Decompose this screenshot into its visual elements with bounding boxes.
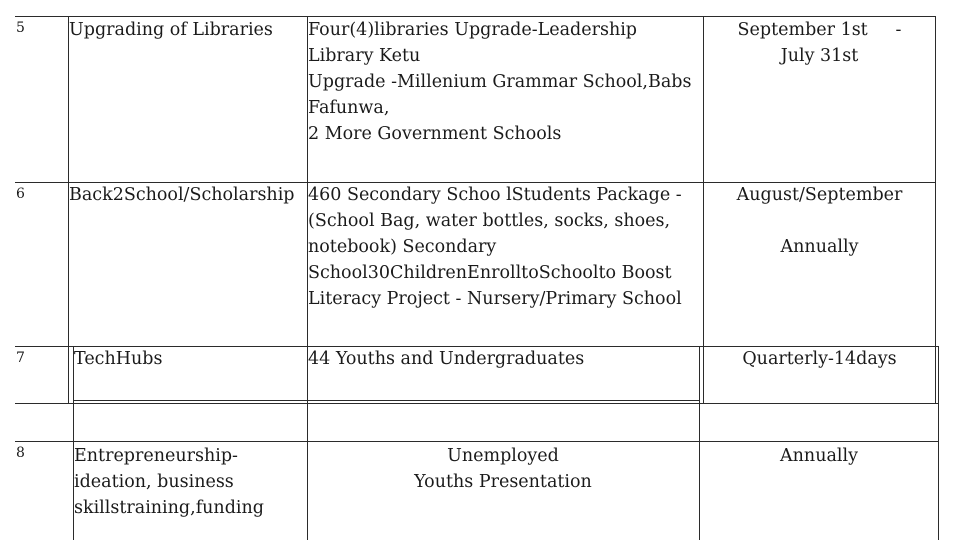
row-7-details-line-1: 44 Youths and Undergraduates bbox=[308, 349, 585, 369]
row-8-timeline bbox=[700, 443, 938, 469]
row-7-inner-bottom-border bbox=[73, 400, 699, 401]
row-5-details-line-5: 2 More Government Schools bbox=[308, 124, 562, 144]
row-8-number: 8 bbox=[16, 445, 25, 461]
row-5-timeline-line-2: July 31st bbox=[780, 46, 859, 66]
row-8-details bbox=[308, 443, 698, 495]
row-8-details-line-1: Unemployed bbox=[447, 446, 559, 466]
row-5-details-line-1: Four(4)libraries Upgrade-Leadership bbox=[308, 20, 638, 40]
row-8-activity-line-3: skillstraining,funding bbox=[74, 498, 264, 518]
row-7-timeline-line-1: Quarterly-14days bbox=[742, 349, 897, 369]
row-7-timeline-bottom-border bbox=[703, 403, 938, 404]
row-7-activity: TechHubs bbox=[74, 349, 163, 369]
row-5-details-line-3: Upgrade -Millenium Grammar School,Babs bbox=[308, 72, 692, 92]
row-7-inner-right-border bbox=[938, 346, 939, 540]
row-5-timeline bbox=[704, 17, 935, 69]
row-7-number: 7 bbox=[16, 350, 25, 366]
row-7-timeline bbox=[704, 346, 935, 372]
row-5-details-line-2: Library Ketu bbox=[308, 46, 421, 66]
row-7-details bbox=[308, 346, 698, 372]
row-8-activity bbox=[74, 443, 306, 521]
row-6-timeline-line-1: August/September bbox=[736, 185, 903, 205]
right-border bbox=[935, 16, 936, 404]
row-6-details-line-3: notebook) Secondary bbox=[308, 237, 497, 257]
row-6-timeline-spacer bbox=[704, 208, 935, 234]
row-8-timeline-line-1: Annually bbox=[780, 446, 858, 466]
col-1-border bbox=[68, 16, 69, 404]
row-5-activity: Upgrading of Libraries bbox=[69, 20, 273, 40]
row-6-details-line-2: (School Bag, water bottles, socks, shoes, bbox=[308, 211, 671, 231]
row-6-timeline-line-2: Annually bbox=[780, 237, 859, 257]
row-5-details-line-4: Fafunwa, bbox=[308, 98, 390, 118]
row-8-details-line-2: Youths Presentation bbox=[414, 472, 592, 492]
row-8-activity-line-1: Entrepreneurship- bbox=[74, 446, 238, 466]
row-5-timeline-line-1: September 1st - bbox=[737, 20, 902, 40]
row-8-top-border bbox=[15, 441, 939, 442]
row-6-details-line-1: 460 Secondary Schoo lStudents Package - bbox=[308, 185, 682, 205]
row-6-details-line-4: School30ChildrenEnrolltoSchoolto Boost bbox=[308, 263, 672, 283]
row-6-timeline bbox=[704, 182, 935, 260]
row-6-number: 6 bbox=[16, 186, 25, 202]
row-6-details-line-5: Literacy Project - Nursery/Primary School bbox=[308, 289, 682, 309]
row-8-activity-line-2: ideation, business bbox=[74, 472, 234, 492]
row-5-number: 5 bbox=[16, 20, 25, 36]
row-6-details bbox=[308, 182, 702, 312]
row-6-activity: Back2School/Scholarship bbox=[69, 185, 295, 205]
row-5-details bbox=[308, 17, 702, 147]
